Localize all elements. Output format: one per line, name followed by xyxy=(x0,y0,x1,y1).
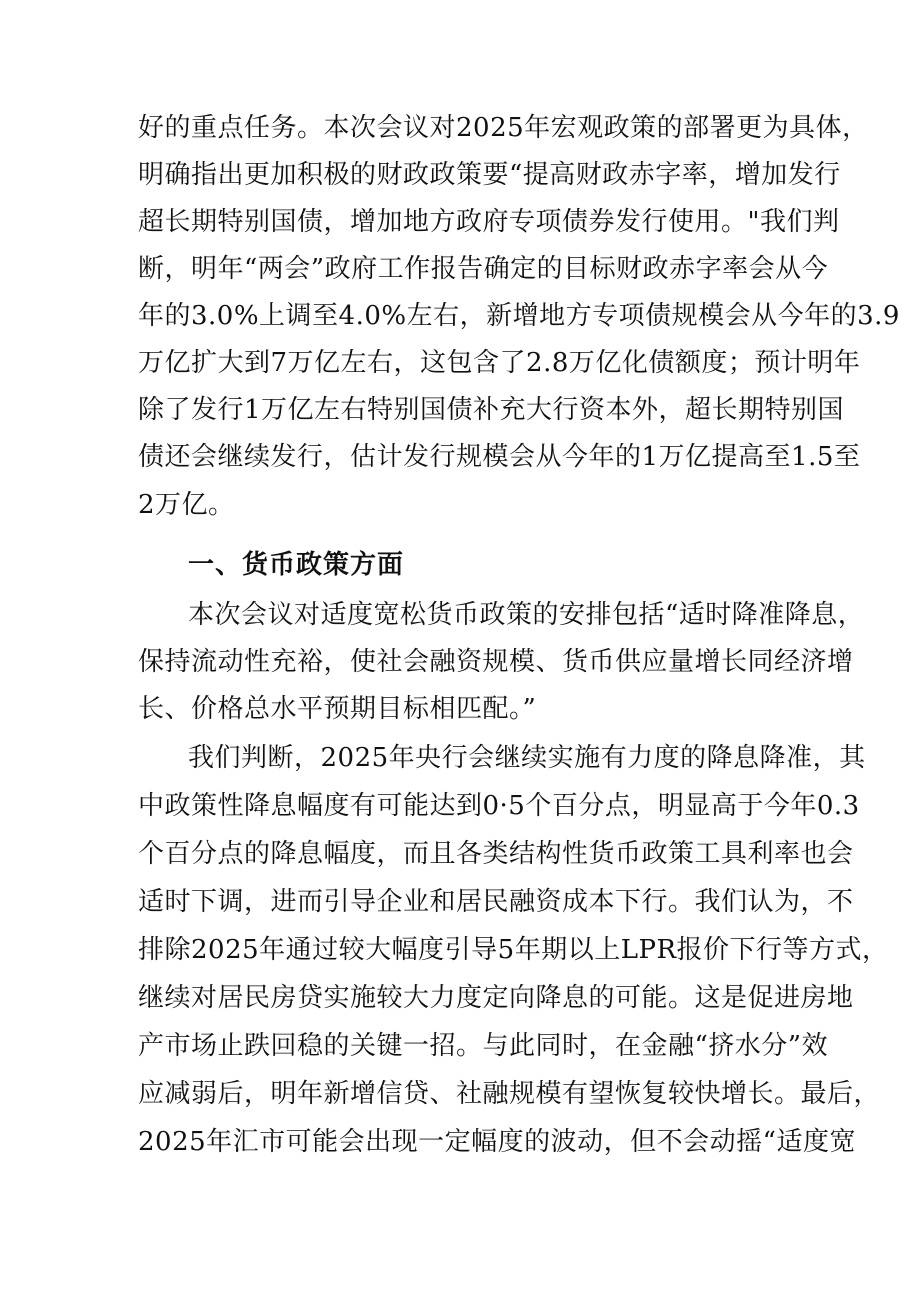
paragraph-1-line-7: 除了发行1万亿左右特别国债补充大行资本外，超长期特别国 xyxy=(138,395,845,425)
paragraph-2-line-1: 本次会议对适度宽松货币政策的安排包括“适时降准降息， xyxy=(188,600,865,630)
paragraph-1-line-6: 万亿扩大到7万亿左右，这包含了2.8万亿化债额度；预计明年 xyxy=(138,348,861,378)
paragraph-3-line-2: 中政策性降息幅度有可能达到0·5个百分点，明显高于今年0.3 xyxy=(138,791,860,821)
paragraph-1-line-1: 好的重点任务。本次会议对2025年宏观政策的部署更为具体， xyxy=(138,113,869,143)
paragraph-1-line-5: 年的3.0%上调至4.0%左右，新增地方专项债规模会从今年的3.9 xyxy=(138,301,900,331)
paragraph-3-line-8: 应减弱后，明年新增信贷、社融规模有望恢复较快增长。最后， xyxy=(138,1079,881,1109)
paragraph-3-line-9: 2025年汇市可能会出现一定幅度的波动，但不会动摇“适度宽 xyxy=(138,1127,856,1157)
paragraph-3-line-6: 继续对居民房贷实施较大力度定向降息的可能。这是促进房地 xyxy=(138,983,854,1013)
paragraph-2-line-3: 长、价格总水平预期目标相匹配。” xyxy=(138,694,537,724)
paragraph-3-line-3: 个百分点的降息幅度，而且各类结构性货币政策工具利率也会 xyxy=(138,839,854,869)
paragraph-3-line-4: 适时下调，进而引导企业和居民融资成本下行。我们认为，不 xyxy=(138,887,854,917)
paragraph-1-line-4: 断，明年“两会”政府工作报告确定的目标财政赤字率会从今 xyxy=(138,254,829,284)
paragraph-2-line-2: 保持流动性充裕，使社会融资规模、货币供应量增长同经济增 xyxy=(138,647,854,677)
paragraph-1-line-9: 2万亿。 xyxy=(138,490,235,520)
paragraph-1-line-2: 明确指出更加积极的财政政策要“提高财政赤字率，增加发行 xyxy=(138,160,841,190)
paragraph-3-line-1: 我们判断，2025年央行会继续实施有力度的降息降准，其 xyxy=(188,743,866,773)
paragraph-3-line-5: 排除2025年通过较大幅度引导5年期以上LPR报价下行等方式， xyxy=(138,935,889,965)
paragraph-1-line-3: 超长期特别国债，增加地方政府专项债券发行使用。"我们判 xyxy=(138,207,840,237)
paragraph-1-line-8: 债还会继续发行，估计发行规模会从今年的1万亿提高至1.5至 xyxy=(138,442,861,472)
paragraph-3-line-7: 产市场止跌回稳的关键一招。与此同时，在金融“挤水分”效 xyxy=(138,1031,829,1061)
section-heading: 一、货币政策方面 xyxy=(188,550,405,580)
